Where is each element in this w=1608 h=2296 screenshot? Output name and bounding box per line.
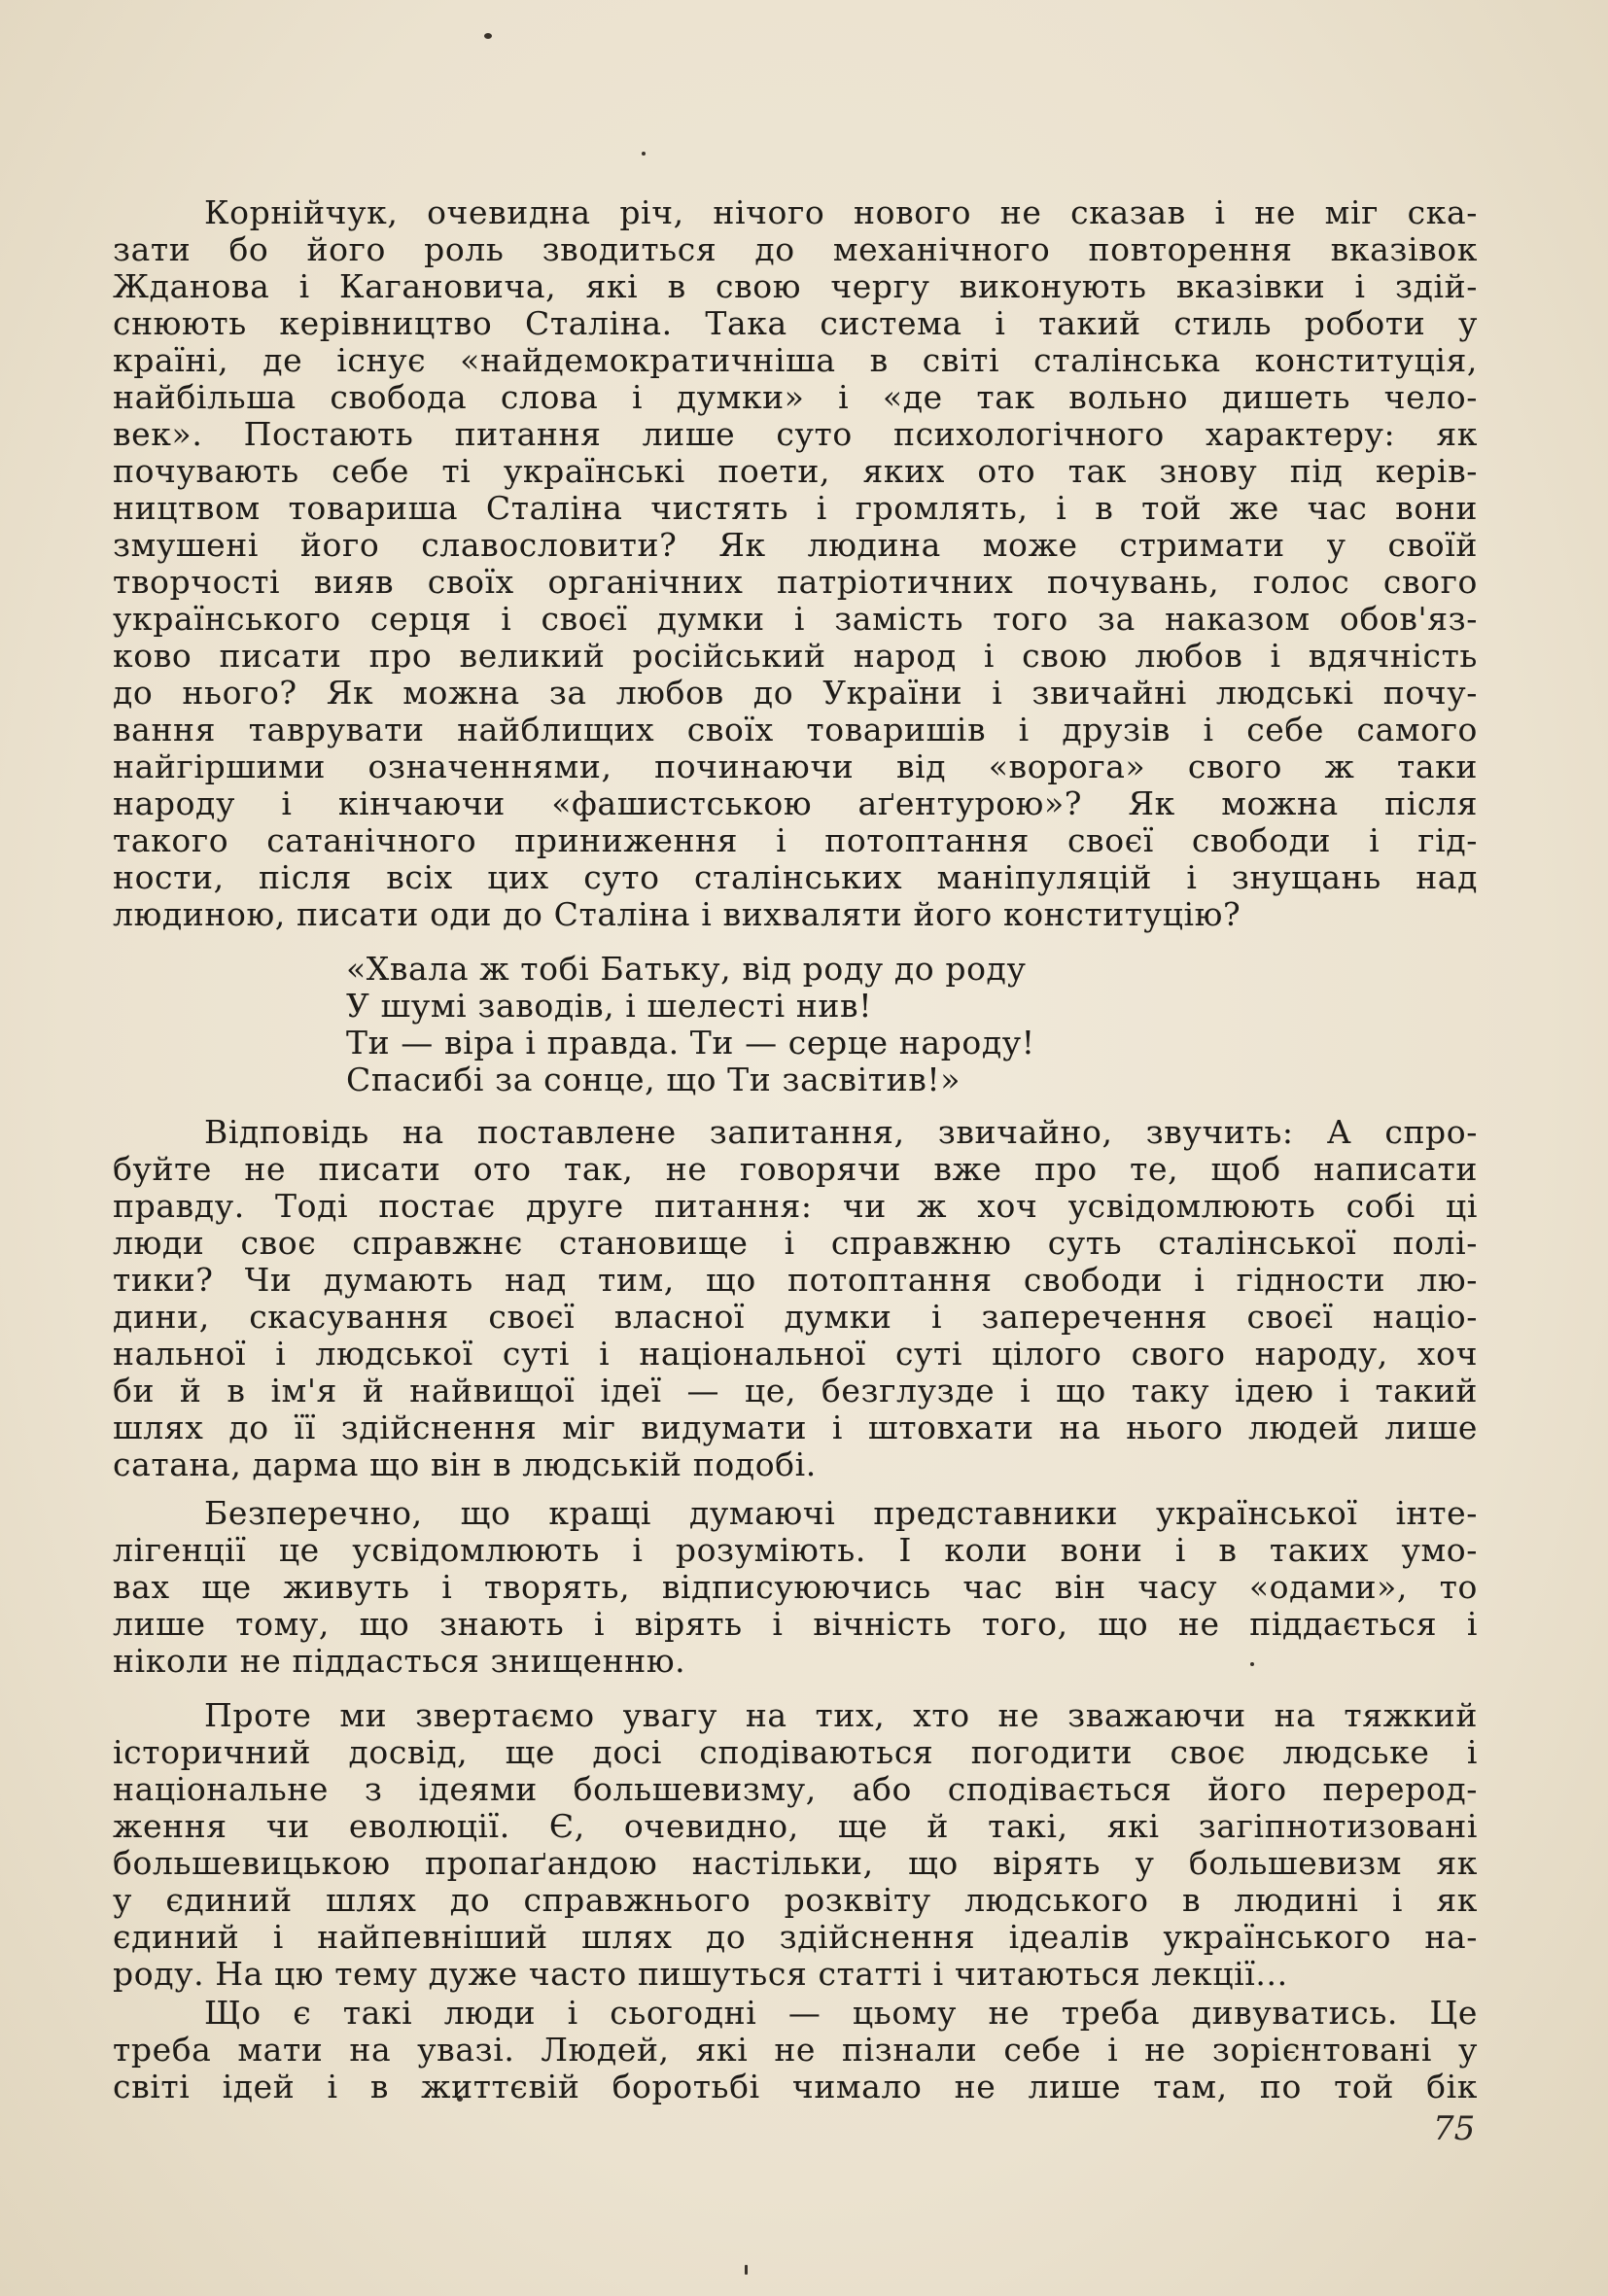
- text-line: тики? Чи думають над тим, що потоптання свободи і гідности лю-: [113, 1261, 1478, 1299]
- paragraph-text: [113, 1697, 1478, 1993]
- text-line: буйте не писати ото так, не говорячи вже про те, щоб написати: [113, 1150, 1478, 1188]
- text-line: Безперечно, що кращі думаючі представники української інте-: [204, 1494, 1478, 1532]
- text-line: Проте ми звертаємо увагу на тих, хто не зважаючи на тяжкий: [204, 1696, 1478, 1734]
- text-line: у єдиний шлях до справжнього розквіту людського в людині і як: [113, 1881, 1478, 1919]
- text-line: Корнійчук, очевидна річ, нічого нового не сказав і не міг ска-: [204, 193, 1478, 231]
- text-line: історичний досвід, ще досі сподіваються погодити своє людське і: [113, 1733, 1478, 1771]
- text-line: треба мати на увазі. Людей, які не пізнали себе і не зорієнтовані у: [113, 2031, 1478, 2069]
- paragraph-text: [113, 1995, 1478, 2105]
- text-line: снюють керівництво Сталіна. Така система і такий стиль роботи у: [113, 304, 1478, 342]
- paragraph-3: [113, 1495, 1478, 1680]
- text-line: творчості вияв своїх органічних патріотичних почувань, голос свого: [113, 563, 1478, 601]
- text-line: національне з ідеями большевизму, або сподівається його перерод-: [113, 1770, 1478, 1808]
- text-line: Жданова і Кагановича, які в свою чергу виконують вказівки і здій-: [113, 267, 1478, 305]
- text-line: країні, де існує «найдемократичніша в світі сталінська конституція,: [113, 341, 1478, 379]
- text-line: век». Постають питання лише суто психологічного характеру: як: [113, 415, 1478, 453]
- text-line: найбільша свобода слова і думки» і «де так вольно дишеть чело-: [113, 378, 1478, 416]
- text-line: ження чи еволюції. Є, очевидно, ще й такі, які загіпнотизовані: [113, 1807, 1478, 1845]
- print-speck: [745, 2265, 748, 2275]
- text-line: єдиний і найпевніший шлях до здійснення ідеалів українського на-: [113, 1918, 1478, 1956]
- poem-line: Ти — віра і правда. Ти — серце народу!: [346, 1024, 1035, 1061]
- text-line: змушені його славословити? Як людина може стримати у своїй: [113, 526, 1478, 564]
- text-line: правду. Тоді постає друге питання: чи ж хоч усвідомлюють собі ці: [113, 1187, 1478, 1225]
- paragraph-text: [113, 194, 1478, 933]
- text-line: ництвом товариша Сталіна чистять і громлять, і в той же час вони: [113, 489, 1478, 527]
- print-speck: [484, 33, 492, 39]
- text-line: би й в ім'я й найвищої ідеї — це, безглузде і що таку ідею і такий: [113, 1372, 1478, 1409]
- poem-quote: [346, 951, 1221, 1098]
- text-line: вання таврувати найблищих своїх товаришів і друзів і себе самого: [113, 711, 1478, 748]
- paragraph-text: [113, 1495, 1478, 1680]
- paragraph-2: [113, 1114, 1478, 1483]
- paragraph-1: [113, 194, 1478, 933]
- text-line: большевицькою пропаґандою настільки, що вірять у большевизм як: [113, 1844, 1478, 1882]
- text-line: ніколи не піддасться знищенню.: [113, 1642, 686, 1680]
- text-line: українського серця і своєї думки і замість того за наказом обов'яз-: [113, 600, 1478, 638]
- text-line: люди своє справжнє становище і справжню суть сталінської полі-: [113, 1224, 1478, 1262]
- text-line: зати бо його роль зводиться до механічного повторення вказівок: [113, 230, 1478, 268]
- text-line: нальної і людської суті і національної суті цілого свого народу, хоч: [113, 1335, 1478, 1373]
- poem-line: Спасибі за сонце, що Ти засвітив!»: [346, 1061, 961, 1098]
- poem-line: «Хвала ж тобі Батьку, від роду до роду: [346, 950, 1027, 988]
- text-line: почувають себе ті українські поети, яких ото так знову під керів-: [113, 452, 1478, 490]
- text-line: сатана, дарма що він в людській подобі.: [113, 1445, 817, 1483]
- text-line: світі ідей і в життєвій боротьбі чимало не лише там, по той бік: [113, 2068, 1478, 2105]
- text-line: ности, після всіх цих суто сталінських маніпуляцій і знущань над: [113, 858, 1478, 896]
- text-line: людиною, писати оди до Сталіна і вихваляти його конституцію?: [113, 895, 1241, 933]
- text-line: роду. На цю тему дуже часто пишуться статті і читаються лекції...: [113, 1955, 1288, 1993]
- text-line: найгіршими означеннями, починаючи від «ворога» свого ж таки: [113, 748, 1478, 785]
- paragraph-4: [113, 1697, 1478, 1993]
- page-number: 75: [1433, 2109, 1476, 2148]
- text-line: дини, скасування своєї власної думки і заперечення своєї націо-: [113, 1298, 1478, 1336]
- paragraph-text: [113, 1114, 1478, 1483]
- text-line: шлях до її здійснення міг видумати і штовхати на нього людей лише: [113, 1409, 1478, 1446]
- text-line: такого сатанічного приниження і потоптання своєї свободи і гід-: [113, 821, 1478, 859]
- text-line: лігенції це усвідомлюють і розуміють. І коли вони і в таких умо-: [113, 1531, 1478, 1569]
- text-line: народу і кінчаючи «фашистською аґентурою»? Як можна після: [113, 784, 1478, 822]
- text-line: ково писати про великий російський народ і свою любов і вдячність: [113, 637, 1478, 675]
- paragraph-5: [113, 1995, 1478, 2105]
- text-line: до нього? Як можна за любов до України і звичайні людські почу-: [113, 674, 1478, 712]
- text-line: лише тому, що знають і вірять і вічність того, що не піддається і: [113, 1605, 1478, 1643]
- print-speck: [642, 152, 646, 156]
- text-line: Відповідь на поставлене запитання, звичайно, звучить: А спро-: [204, 1113, 1478, 1151]
- text-line: Що є такі люди і сьогодні — цьому не треба дивуватись. Це: [204, 1994, 1478, 2032]
- text-line: вах ще живуть і творять, відписуюючись час він часу «одами», то: [113, 1568, 1478, 1606]
- poem-line: У шумі заводів, і шелесті нив!: [346, 987, 873, 1025]
